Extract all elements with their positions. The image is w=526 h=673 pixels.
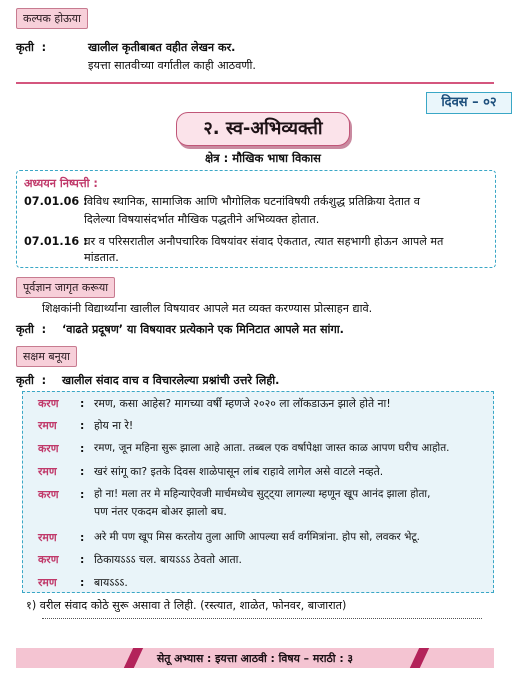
outcome-text-2b: मांडतात. [84, 251, 119, 264]
lesson-title: २. स्व-अभिव्यक्ती [176, 112, 350, 146]
dialogue-line: अरे मी पण खूप मिस करतोय तुला आणि आपल्या सर्व वर्गमित्रांना. होप सो, लवकर भेटू. [94, 531, 420, 543]
answer-line[interactable] [42, 617, 482, 619]
dialogue-speaker: रमण [38, 531, 57, 544]
dialogue-speaker: रमण [38, 419, 57, 432]
dialogue-colon: : [80, 576, 85, 589]
question-1: १) वरील संवाद कोठे सुरू असावा ते लिही. (रस्त्यात, शाळेत, फोनवर, बाजारात) [26, 599, 347, 612]
dialogue-line: हो ना! मला तर मे महिन्याऐवजी मार्चमध्येच सुट्ट्या लागल्या म्हणून खूप आनंद झाला होता, [94, 488, 431, 500]
dialogue-colon: : [80, 488, 85, 501]
footer-text: सेतू अभ्यास : इयत्ता आठवी : विषय – मराठी : ३ [156, 652, 354, 665]
section-divider [16, 82, 494, 84]
kruti-label-1: कृती : [16, 41, 47, 54]
kruti-label-3: कृती : [16, 374, 47, 387]
dialogue-speaker: करण [38, 488, 59, 501]
section-tag-kalpak: कल्पक होऊया [16, 8, 88, 29]
page-footer [16, 648, 494, 668]
dialogue-speaker: रमण [38, 576, 57, 589]
section2-instruction: शिक्षकांनी विद्यार्थ्यांना खालील विषयावर आपले मत व्यक्त करण्यास प्रोत्साहन द्यावे. [42, 302, 373, 315]
dialogue-line: रमण, जून महिना सुरू झाला आहे आता. तब्बल एक वर्षापेक्षा जास्त काळ आपण घरीच आहोत. [94, 442, 450, 454]
kruti-text-1: खालील कृतीबाबत वहीत लेखन कर. [88, 41, 236, 54]
dialogue-colon: : [80, 442, 85, 455]
section-tag-purvadnyan: पूर्वज्ञान जागृत करूया [16, 277, 115, 298]
dialogue-line: खरं सांगू का? इतके दिवस शाळेपासून लांब राहावे लागेल असे वाटले नव्हते. [94, 465, 384, 478]
outcome-text-1b: दिलेल्या विषयासंदर्भात मौखिक पद्धतीने अभिव्यक्त होतात. [84, 213, 320, 226]
kruti-text-3: खालील संवाद वाच व विचारलेल्या प्रश्नांची उत्तरे लिही. [62, 374, 280, 387]
dialogue-colon: : [80, 419, 85, 432]
dialogue-line: ठिकायऽऽऽ चल. बायऽऽऽ ठेवतो आता. [94, 553, 242, 566]
outcome-code-1: 07.01.06 : [24, 195, 88, 208]
dialogue-colon: : [80, 553, 85, 566]
kruti-subtext-1: इयत्ता सातवीच्या वर्गातील काही आठवणी. [88, 59, 256, 72]
outcome-code-2: 07.01.16 : [24, 235, 88, 248]
dialogue-speaker: करण [38, 442, 59, 455]
kruti-text-2: ‘वाढते प्रदूषण’ या विषयावर प्रत्येकाने एक मिनिटात आपले मत सांगा. [62, 323, 344, 336]
dialogue-line: होय ना रे! [94, 419, 134, 432]
dialogue-colon: : [80, 531, 85, 544]
dialogue-colon: : [80, 465, 85, 478]
dialogue-speaker: करण [38, 553, 59, 566]
area-heading: क्षेत्र : मौखिक भाषा विकास [205, 151, 321, 165]
outcomes-heading: अध्ययन निष्पत्ती : [24, 177, 98, 190]
outcome-text-1a: विविध स्थानिक, सामाजिक आणि भौगोलिक घटनांविषयी तर्कशुद्ध प्रतिक्रिया देतात व [84, 195, 421, 208]
outcome-text-2a: घर व परिसरातील अनौपचारिक विषयांवर संवाद ऐकतात, त्यात सहभागी होऊन आपले मत [84, 235, 444, 248]
dialogue-colon: : [80, 397, 85, 410]
section-tag-saksham: सक्षम बनूया [16, 346, 77, 367]
kruti-label-2: कृती : [16, 323, 47, 336]
dialogue-speaker: रमण [38, 465, 57, 478]
dialogue-line: बायऽऽऽ. [94, 576, 128, 589]
day-badge: दिवस – ०२ [426, 92, 512, 114]
dialogue-line-cont: पण नंतर एकदम बोअर झालो बघ. [94, 505, 227, 518]
dialogue-line: रमण, कसा आहेस? मागच्या वर्षी म्हणजे २०२० ला लॉकडाऊन झाले होते ना! [94, 397, 391, 410]
dialogue-speaker: करण [38, 397, 59, 410]
